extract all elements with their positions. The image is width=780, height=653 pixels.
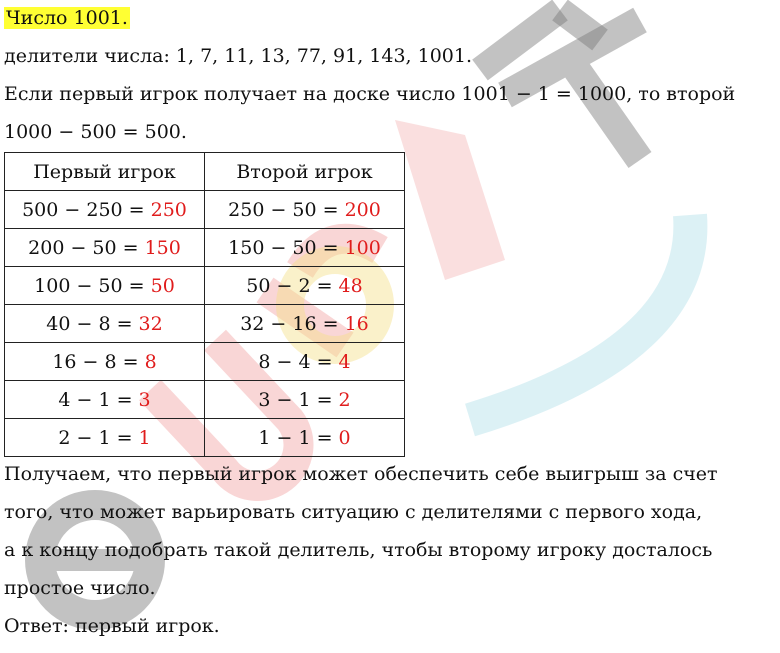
expression: 250 − 50 = <box>228 198 345 221</box>
result: 50 <box>150 274 175 297</box>
watermark-letter-i <box>480 10 560 70</box>
title: Число 1001. <box>6 7 128 29</box>
second-player-cell <box>205 343 405 381</box>
first-player-cell <box>5 305 205 343</box>
result: 8 <box>144 350 157 373</box>
first-player-cell <box>5 343 205 381</box>
table-row <box>5 191 405 229</box>
table-header-row <box>5 153 405 191</box>
table-row <box>5 305 405 343</box>
first-player-cell <box>5 419 205 457</box>
result: 200 <box>344 198 381 221</box>
second-player-cell <box>205 419 405 457</box>
result: 32 <box>138 312 163 335</box>
title-line <box>4 6 130 30</box>
expression: 100 − 50 = <box>34 274 151 297</box>
expression: 200 − 50 = <box>28 236 145 259</box>
result: 150 <box>144 236 181 259</box>
result: 4 <box>338 350 351 373</box>
expression: 150 − 50 = <box>228 236 345 259</box>
table-row <box>5 419 405 457</box>
game-table <box>4 152 405 457</box>
conclusion-line-4: простое число. <box>4 577 156 599</box>
watermark-stripe-pink <box>395 120 505 280</box>
expression: 32 − 16 = <box>240 312 345 335</box>
header-first-player: Первый игрок <box>5 153 205 191</box>
watermark-dot <box>560 10 600 40</box>
table-row <box>5 229 405 267</box>
table-row <box>5 381 405 419</box>
expression: 40 − 8 = <box>46 312 139 335</box>
second-player-cell <box>205 267 405 305</box>
expression: 1 − 1 = <box>258 426 339 449</box>
header-second-player: Второй игрок <box>205 153 405 191</box>
expression: 4 − 1 = <box>58 388 139 411</box>
table-row <box>5 267 405 305</box>
expression: 8 − 4 = <box>258 350 339 373</box>
result: 1 <box>138 426 151 449</box>
watermark-arc-cyan <box>470 215 690 420</box>
divisors-line: делители числа: 1, 7, 11, 13, 77, 91, 143, 1001. <box>4 45 473 67</box>
conclusion-line-3: а к концу подобрать такой делитель, чтобы второму игроку досталось <box>4 539 713 561</box>
expression: 50 − 2 = <box>246 274 339 297</box>
conclusion-line-1: Получаем, что первый игрок может обеспечить себе выигрыш за счет <box>4 463 718 485</box>
second-player-cell <box>205 305 405 343</box>
result: 250 <box>150 198 187 221</box>
result: 0 <box>338 426 351 449</box>
result: 3 <box>138 388 151 411</box>
table-row <box>5 343 405 381</box>
first-player-cell <box>5 267 205 305</box>
second-player-cell <box>205 381 405 419</box>
expression: 500 − 250 = <box>22 198 151 221</box>
result: 16 <box>344 312 369 335</box>
intro-line-2: 1000 − 500 = 500. <box>4 121 187 143</box>
result: 2 <box>338 388 351 411</box>
result: 48 <box>338 274 363 297</box>
intro-line-1: Если первый игрок получает на доске число 1001 − 1 = 1000, то второй <box>4 83 736 105</box>
first-player-cell <box>5 381 205 419</box>
first-player-cell <box>5 229 205 267</box>
result: 100 <box>344 236 381 259</box>
expression: 16 − 8 = <box>52 350 145 373</box>
conclusion-line-2: того, что может варьировать ситуацию с делителями с первого хода, <box>4 501 703 523</box>
expression: 2 − 1 = <box>58 426 139 449</box>
expression: 3 − 1 = <box>258 388 339 411</box>
second-player-cell <box>205 229 405 267</box>
answer-line: Ответ: первый игрок. <box>4 615 220 637</box>
first-player-cell <box>5 191 205 229</box>
second-player-cell <box>205 191 405 229</box>
